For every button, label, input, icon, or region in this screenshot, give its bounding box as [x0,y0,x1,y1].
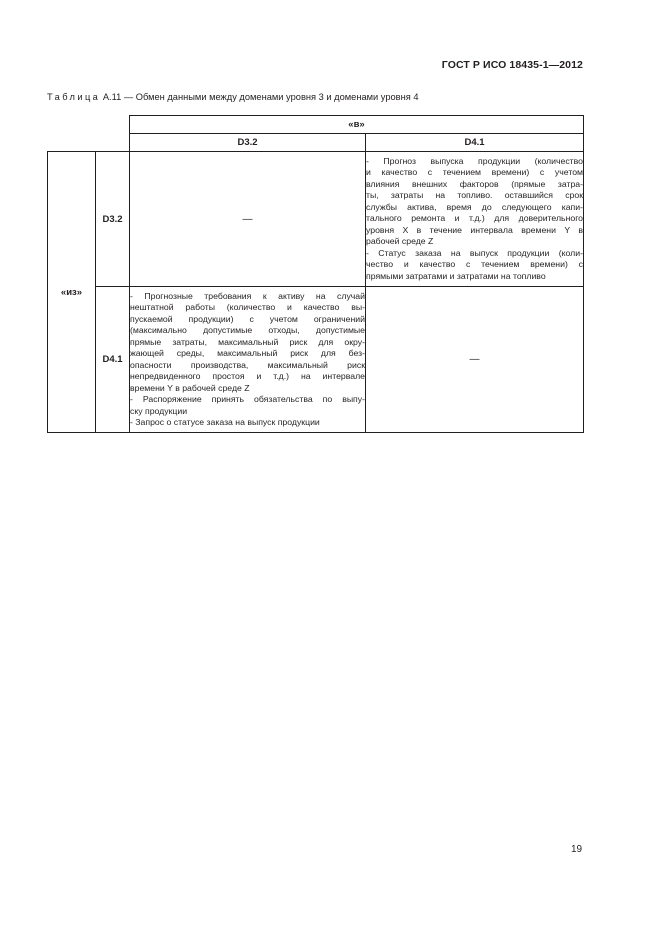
table-caption [47,92,419,102]
cell-d32-to-d41: - Прогноз выпуска продукции (количество и качество с течением времени) с учетом влияния внешних факторов (прямые затра- ты, затраты на топливо. оставшийся срок службы актива, время до следующего капи- тального ремонта и т.д.) для доверительного уровня X в течение интервала времени Y в рабочей среде Z - Статус заказа на выпуск продукции (коли- чество и качество с течением времени) с прямыми затратами и затратами на топливо [366,152,584,287]
to-header: «в» [130,116,584,134]
page-number: 19 [571,844,583,855]
standard-designation: ГОСТ Р ИСО 18435-1—2012 [441,59,583,71]
from-header: «из» [48,152,96,433]
cell-d41-to-d32: - Прогнозные требования к активу на случай нештатной работы (количество и качество вы- пускаемой продукции) с учетом ограничений (максимально допустимые отходы, допустимые прямые затраты, максимальный риск для окру- жающей среды, максимальный риск для без- опасности производства, максимальный риск непредвиденного простоя и т.д.) на интервале времени Y в рабочей среде Z - Распоряжение принять обязательства по выпу- ску продукции - Запрос о статусе заказа на выпуск продукции [130,287,366,433]
row-header-d41: D4.1 [96,287,130,433]
corner-blank [48,116,130,152]
table-caption-text: А.11 — Обмен данными между доменами уровня 3 и доменами уровня 4 [100,92,419,102]
column-header-d32: D3.2 [130,134,366,152]
cell-d32-to-d32: — [130,152,366,287]
column-header-d41: D4.1 [366,134,584,152]
data-exchange-table [47,115,584,433]
row-header-d32: D3.2 [96,152,130,287]
cell-d41-to-d41: — [366,287,584,433]
table-caption-label: Таблица [47,92,101,102]
